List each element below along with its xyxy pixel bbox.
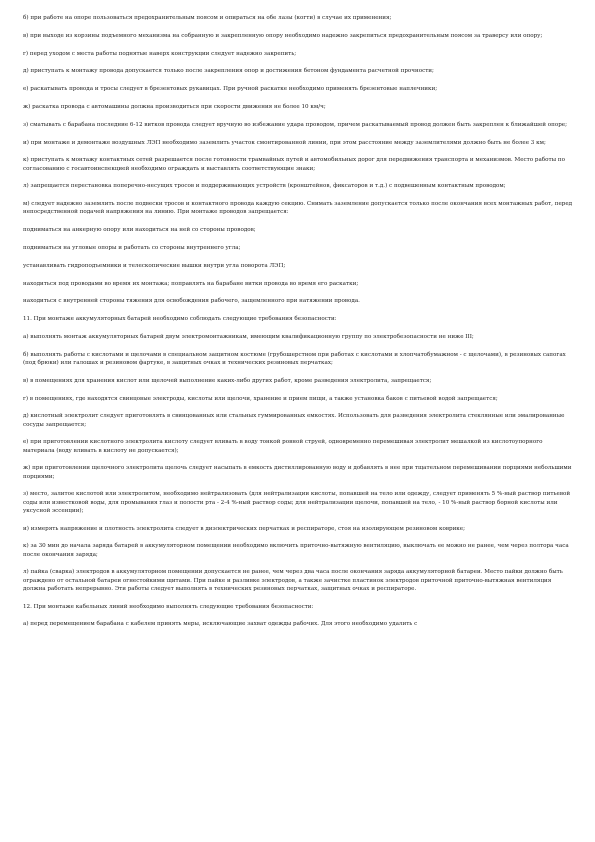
paragraph-p7: з) сматывать с барабана последние 6-12 витков провода следует вручную во избежание удара проводом, причем раскатываемый провод должен быть закреплен к ближайшей опоре; (23, 121, 567, 128)
section-heading-12: 12. При монтаже кабельных линий необходимо выполнять следующие требования безопасности: (23, 603, 314, 610)
paragraph-p12: подниматься на анкерную опору или находиться на ней со стороны проводов; (23, 227, 256, 234)
paragraph-p14: устанавливать гидроподъемники и телескопические вышки внутри угла поворота ЛЭП; (23, 262, 286, 269)
paragraph-p9: к) приступать к монтажу контактных сетей разрешается после готовности трамвайных путей и автомобильных дорог для передвижения транспорта и механизмов. Место работы по согласованию с госавтоинспекцией необходимо ограждать и выставлять соответствующие знаки; (23, 157, 565, 172)
paragraph-p28: л) пайка (сварка) электродов в аккумуляторном помещении допускается не ранее, чем через два часа после окончания заряда аккумуляторной батареи. Место пайки должно быть ограждено от остальной батареи огнестойкими щитами. При пайке и разливке электродов, а также зачистке пластинок электродов приточной приточно-вытяжная вентиляция должна работать непрерывно. Эти работы следует выполнять в технических резиновых перчатках, защитных очках и респираторе. (23, 569, 563, 592)
section-heading-11: 11. При монтаже аккумуляторных батарей необходимо соблюдать следующие требования безопасности: (23, 316, 337, 323)
paragraph-p23: е) при приготовлении кислотного электролита кислоту следует вливать в воду тонкой ровной струей, одновременно перемешивая электролит мешалкой из кислотоупорного материала (воду вливать в кислоту не допускается); (23, 439, 543, 454)
paragraph-p6: ж) раскатка провода с автомашины должна производиться при скорости движения не более 10 км/ч; (23, 103, 326, 110)
paragraph-p8: и) при монтаже и демонтаже воздушных ЛЭП необходимо заземлить участок смонтированной линии, при этом расстояние между заземлителями должно быть не более 3 км; (23, 139, 546, 146)
paragraph-p20: в) в помещениях для хранения кислот или щелочей выполнение каких-либо других работ, кроме разведения электролита, запрещается; (23, 377, 432, 384)
paragraph-p2: в) при выходе из корзины подъемного механизма на собранную и закрепленную опору необходимо надежно закрепиться предохранительным поясом за траверсу или опору; (23, 32, 543, 39)
paragraph-p16: находиться с внутренней стороны тяжения для освобождения рабочего, защемленного при натяжении провода. (23, 298, 360, 305)
paragraph-p4: д) приступать к монтажу провода допускается только после закрепления опор и достижения бетоном фундамента расчетной прочности; (23, 68, 434, 75)
document-page (23, 14, 575, 638)
paragraph-p15: находиться под проводами во время их монтажа; поправлять на барабане витки провода во время его раскатки; (23, 280, 359, 287)
paragraph-p24: ж) при приготовлении щелочного электролита щелочь следует насыпать в емкость дистиллированную воду и добавлять в нее при тщательном перемешивании порциями небольшими порциями; (23, 465, 572, 480)
paragraph-p25: з) место, залитое кислотой или электролитом, необходимо нейтрализовать (для нейтрализации кислоты, попавшей на тело или одежду, следует применять 5 %-ный раствор питьевой соды или известковой воды, для промывания глаз и полости рта - 2-4 %-ный раствор соды; для нейтрализации щелочи, попавшей на тело, - 10 %-ный раствор борной кислоты или уксусной эссенции); (23, 491, 571, 514)
paragraph-p19: б) выполнять работы с кислотами и щелочами в специальном защитном костюме (грубошерстном при работах с кислотами и хлопчатобумажном - с щелочами), в резиновых сапогах (под брюки) или галошах и резиновом фартуке, в защитных очках и технических резиновых перчатках; (23, 351, 566, 366)
paragraph-p30: а) перед перемещением барабана с кабелем принять меры, исключающие захват одежды рабочих. Для этого необходимо удалить с (23, 621, 418, 628)
paragraph-p3: г) перед уходом с места работы поднятые наверх конструкции следует надежно закрепить; (23, 50, 297, 57)
paragraph-p10: л) запрещается перестановка поперечно-несущих тросов и поддерживающих устройств (кронштейнов, фиксаторов и т.д.) с подвешенным контактным проводом; (23, 183, 506, 190)
paragraph-p5: е) раскатывать провода и тросы следует в брезентовых рукавицах. При ручной раскатке необходимо применять брезентовые наплечники; (23, 86, 438, 93)
paragraph-p18: а) выполнять монтаж аккумуляторных батарей двум электромонтажникам, имеющим квалификационную группу по электробезопасности не ниже III; (23, 333, 474, 340)
paragraph-p13: подниматься на угловые опоры и работать со стороны внутреннего угла; (23, 244, 241, 251)
paragraph-p22: д) кислотный электролит следует приготовлять в свинцованных или стальных гуммированных емкостях. Использовать для разведения электролита стеклянные или эмалированные сосуды запрещается; (23, 413, 565, 428)
paragraph-p1: б) при работе на опоре пользоваться предохранительным поясом и опираться на обе лазы (когти) в случае их применения; (23, 15, 392, 21)
paragraph-p26: и) измерять напряжение и плотность электролита следует в диэлектрических перчатках и респираторе, стоя на изолирующем резиновом коврике; (23, 525, 465, 532)
paragraph-p11: м) следует надежно заземлить после подвески тросов и контактного провода каждую секцию. Снимать заземление допускается только после окончания всех монтажных работ, перед непосредственной подачей напряжения на линию. При монтаже проводов запрещается: (23, 201, 573, 216)
paragraph-p27: к) за 30 мин до начала заряда батарей в аккумуляторном помещении необходимо включить приточно-вытяжную вентиляцию, выключать ее можно не ранее, чем через полтора часа после окончания заряда; (23, 543, 569, 558)
paragraph-p21: г) в помещениях, где находятся свинцовые электроды, кислоты или щелочи, хранение и прием пищи, а также установка баков с питьевой водой запрещается; (23, 395, 498, 402)
